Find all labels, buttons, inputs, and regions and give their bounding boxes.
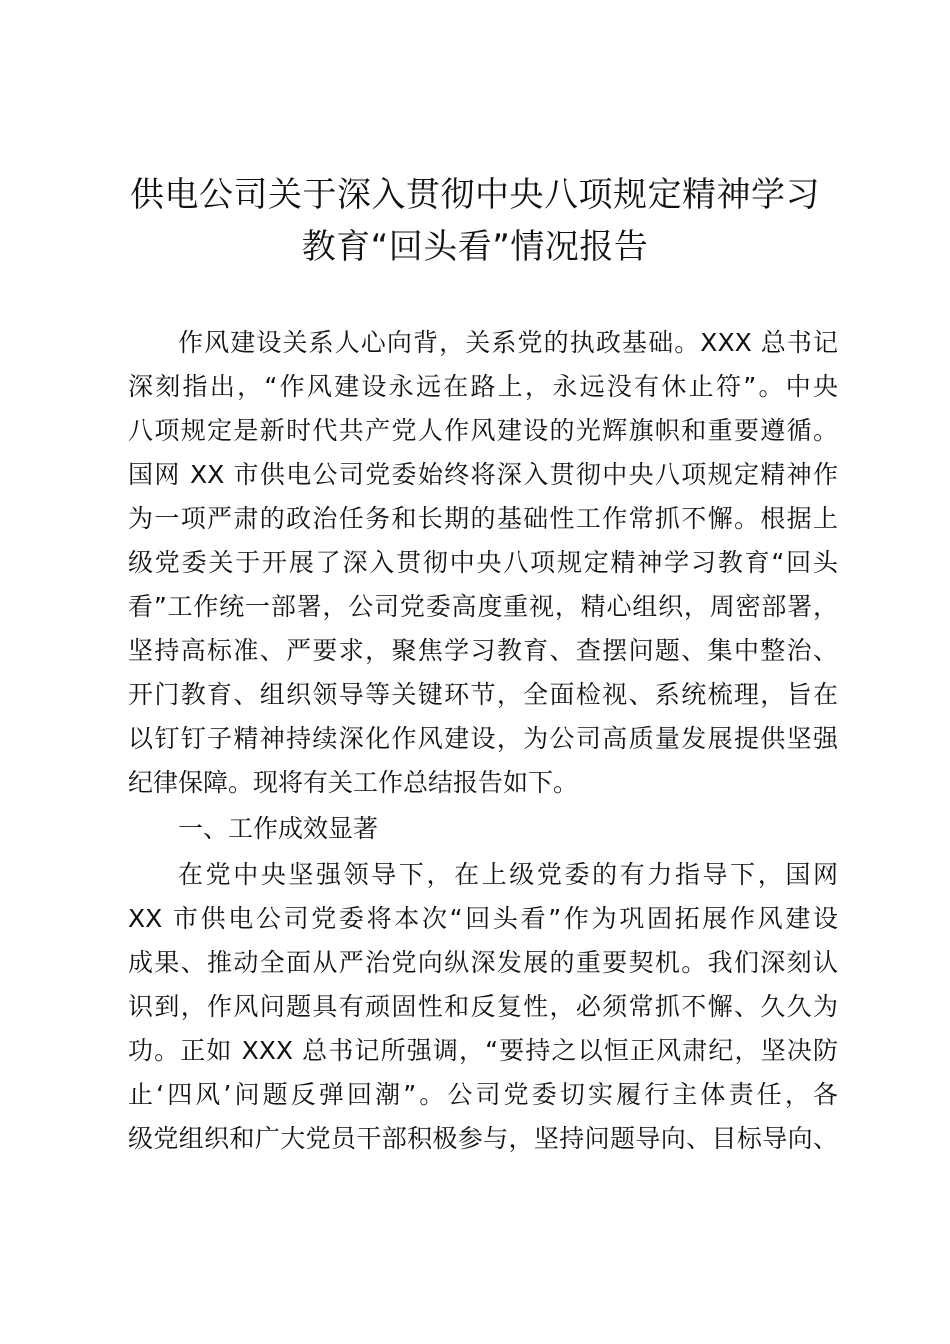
paragraph-line: 识到，作风问题具有顽固性和反复性，必须常抓不懈、久久为 xyxy=(128,992,838,1021)
paragraph-line: 作风建设关系人心向背，关系党的执政基础。XXX 总书记 xyxy=(178,328,838,357)
paragraph-line: 看”工作统一部署，公司党委高度重视，精心组织，周密部署， xyxy=(128,592,838,621)
paragraph-line: 开门教育、组织领导等关键环节，全面检视、系统梳理，旨在 xyxy=(128,680,838,709)
paragraph-line: 深刻指出，“作风建设永远在路上，永远没有休止符”。中央 xyxy=(128,372,838,401)
document-title-line-2: 教育“回头看”情况报告 xyxy=(301,227,649,267)
paragraph-line: 纪律保障。现将有关工作总结报告如下。 xyxy=(128,768,579,797)
paragraph-line: 止‘四风’问题反弹回潮”。公司党委切实履行主体责任，各 xyxy=(128,1080,838,1109)
paragraph-line: XX 市供电公司党委将本次“回头看”作为巩固拓展作风建设 xyxy=(128,904,838,933)
paragraph-line: 级党组织和广大党员干部积极参与，坚持问题导向、目标导向、 xyxy=(128,1124,838,1153)
paragraph-line: 在党中央坚强领导下，在上级党委的有力指导下，国网 xyxy=(178,860,838,889)
paragraph-line: 以钉钉子精神持续深化作风建设，为公司高质量发展提供坚强 xyxy=(128,724,838,753)
paragraph-line: 国网 XX 市供电公司党委始终将深入贯彻中央八项规定精神作 xyxy=(128,460,838,489)
paragraph-line: 成果、推动全面从严治党向纵深发展的重要契机。我们深刻认 xyxy=(128,948,838,977)
paragraph-line: 功。正如 XXX 总书记所强调，“要持之以恒正风肃纪，坚决防 xyxy=(128,1036,838,1065)
paragraph-line: 坚持高标准、严要求，聚焦学习教育、查摆问题、集中整治、 xyxy=(128,636,838,665)
paragraph-line: 为一项严肃的政治任务和长期的基础性工作常抓不懈。根据上 xyxy=(128,504,838,533)
section-heading: 一、工作成效显著 xyxy=(178,814,379,843)
paragraph-line: 八项规定是新时代共产党人作风建设的光辉旗帜和重要遵循。 xyxy=(128,416,838,445)
paragraph-line: 级党委关于开展了深入贯彻中央八项规定精神学习教育“回头 xyxy=(128,548,838,577)
document-title-line-1: 供电公司关于深入贯彻中央八项规定精神学习 xyxy=(130,175,820,215)
